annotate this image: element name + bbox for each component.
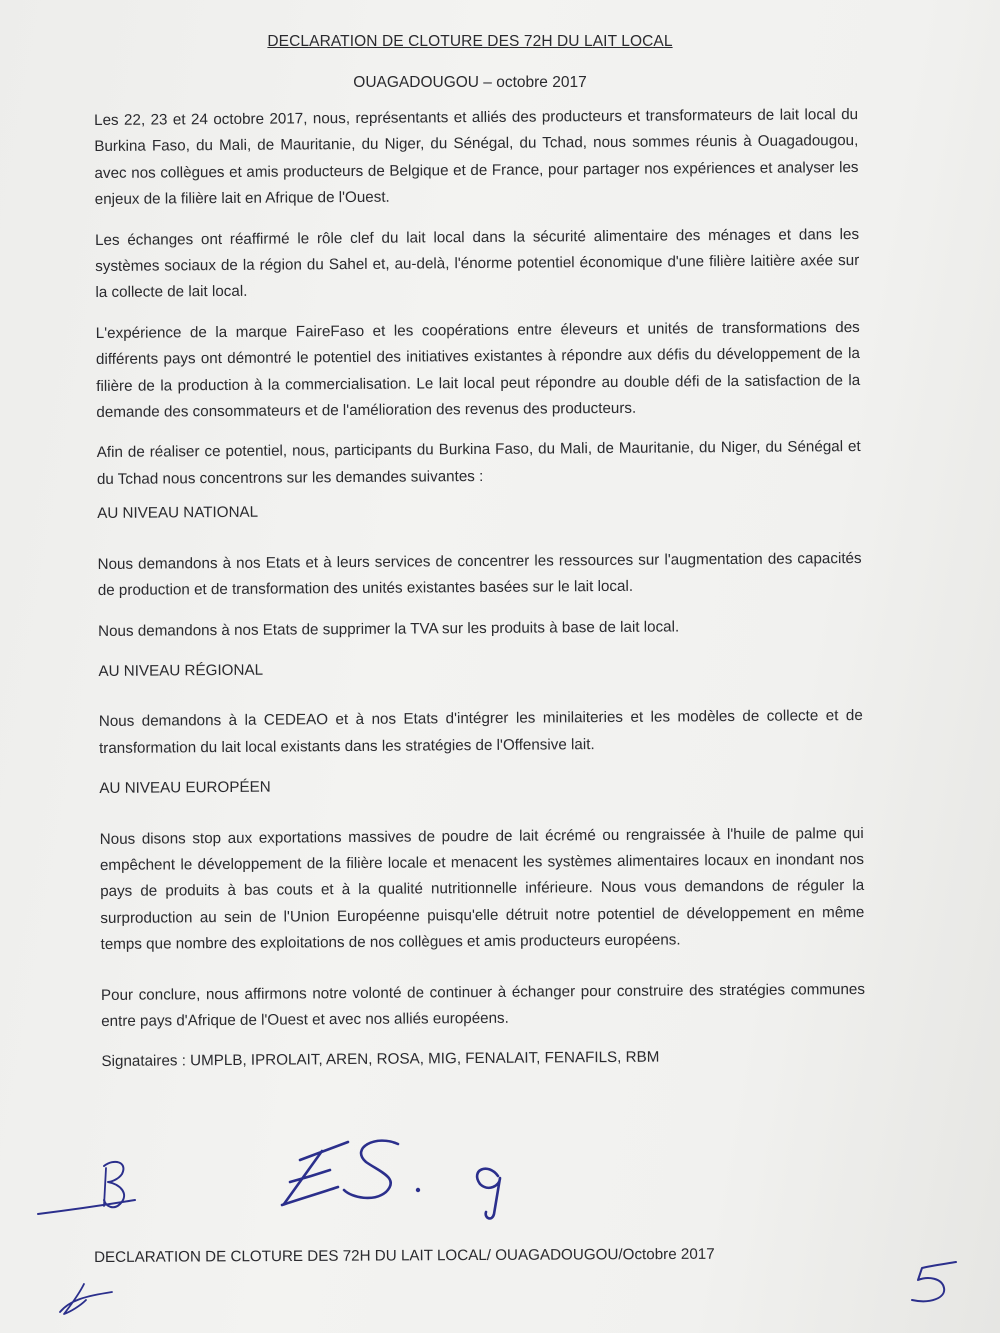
national-paragraph-2: Nous demandons à nos Etats de supprimer la TVA sur les produits à base de lait local. bbox=[98, 617, 680, 640]
european-paragraph-1: Nous disons stop aux exportations massives de poudre de lait écrémé ou rengraissée à l'huile de palme qui empêchent le développement de la filière locale et menacent les systèmes alimentaires locaux en inondant nos pays de produits à bas couts et à la qualité nutritionnelle inférieure. Nous vous demandons de réguler la surproduction au sein de l'Union Européenne puisqu'elle détruit notre potentiel de développement en même temps que nombre des exploitations de nos collègues et amis producteurs européens. bbox=[99, 824, 865, 954]
conclusion-paragraph: Pour conclure, nous affirmons notre volonté de continuer à échanger pour construire des stratégies communes entre pays d'Afrique de l'Ouest et avec nos alliés européens. bbox=[100, 980, 866, 1030]
section-heading-european: AU NIVEAU EUROPÉEN bbox=[99, 778, 271, 798]
document-title: DECLARATION DE CLOTURE DES 72H DU LAIT LOCAL bbox=[267, 33, 673, 50]
signature-bottom-left bbox=[60, 1284, 112, 1314]
intro-paragraph-3: L'expérience de la marque FaireFaso et les coopérations entre éleveurs et unités de transformations des différents pays ont démontré le potentiel des initiatives existantes à répondre aux défis du développement de la filière de la production à la commercialisation. Le lait local peut répondre au double défi de la satisfaction de la demande des consommateurs et de l'amélioration des revenus des producteurs. bbox=[95, 318, 861, 422]
signature-main bbox=[282, 1141, 500, 1219]
handwritten-page-number bbox=[912, 1262, 956, 1301]
regional-paragraph-1: Nous demandons à la CEDEAO et à nos Etats d'intégrer les minilaiteries et les modèles de collecte et de transformation du lait local existants dans les stratégies de l'Offensive lait. bbox=[98, 707, 863, 757]
document-footer: DECLARATION DE CLOTURE DES 72H DU LAIT LOCAL/ OUAGADOUGOU/Octobre 2017 bbox=[94, 1245, 715, 1266]
document-subtitle: OUAGADOUGOU – octobre 2017 bbox=[353, 74, 587, 91]
national-paragraph-1: Nous demandons à nos Etats et à leurs services de concentrer les ressources sur l'augmentation des capacités de production et de transformation des unités existantes basées sur le lait local. bbox=[97, 549, 862, 600]
intro-paragraph-4: Afin de réaliser ce potentiel, nous, participants du Burkina Faso, du Mali, de Mauritanie, du Niger, du Sénégal et du Tchad nous concentrons sur les demandes suivantes : bbox=[96, 438, 861, 488]
signatories-line: Signataires : UMPLB, IPROLAIT, AREN, ROSA, MIG, FENALAIT, FENAFILS, RBM bbox=[101, 1048, 660, 1071]
intro-paragraph-2: Les échanges ont réaffirmé le rôle clef du lait local dans la sécurité alimentaire des ménages et dans les systèmes sociaux de la région du Sahel et, au-delà, l'énorme potentiel économique d'une filière laitière axée sur la collecte de lait local. bbox=[94, 225, 860, 302]
section-heading-national: AU NIVEAU NATIONAL bbox=[97, 504, 259, 523]
section-heading-regional: AU NIVEAU RÉGIONAL bbox=[98, 661, 264, 680]
intro-paragraph-1: Les 22, 23 et 24 octobre 2017, nous, représentants et alliés des producteurs et transformateurs de lait local du Burkina Faso, du Mali, de Mauritanie, du Niger, du Sénégal, du Tchad, nous sommes réunis à Ouagadougou, avec nos collègues et amis producteurs de Belgique et de France, pour partager nos expériences et analyser les enjeux de la filière lait en Afrique de l'Ouest. bbox=[94, 105, 859, 209]
